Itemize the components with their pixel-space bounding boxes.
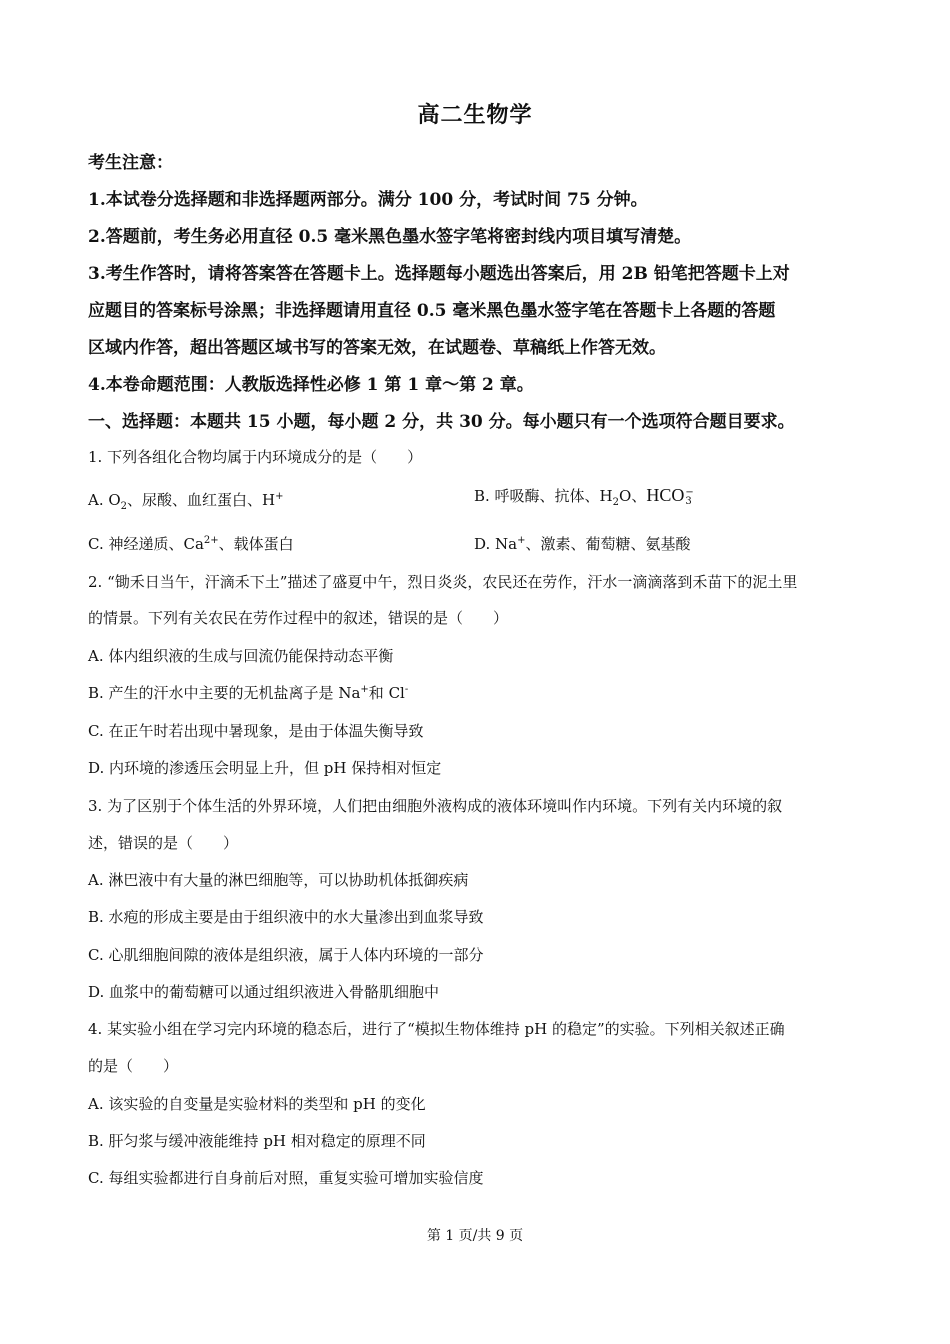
notice-item-2: 2.答题前，考生务必用直径 0.5 毫米黑色墨水签字笔将密封线内项目填写清楚。	[88, 227, 692, 247]
question-4-option-c: C. 每组实验都进行自身前后对照，重复实验可增加实验信度	[88, 1169, 484, 1187]
notice-item-3-cont2: 区域内作答，超出答题区域书写的答案无效，在试题卷、草稿纸上作答无效。	[88, 338, 666, 358]
question-3-option-d: D. 血浆中的葡萄糖可以通过组织液进入骨骼肌细胞中	[88, 983, 440, 1001]
question-3-option-b: B. 水疱的形成主要是由于组织液中的水大量渗出到血浆导致	[88, 908, 484, 926]
question-4-option-a: A. 该实验的自变量是实验材料的类型和 pH 的变化	[88, 1095, 426, 1113]
question-3-option-a: A. 淋巴液中有大量的淋巴细胞等，可以协助机体抵御疾病	[88, 871, 469, 889]
question-1-option-c: C. 神经递质、$Ca^{2+}$、载体蛋白	[88, 535, 294, 553]
notice-item-3: 3.考生作答时，请将答案答在答题卡上。选择题每小题选出答案后，用 2B 铅笔把答题卡上对	[88, 264, 790, 284]
question-2-stem: 2. “锄禾日当午，汗滴禾下土”描述了盛夏中午，烈日炎炎，农民还在劳作，汗水一滴滴落到禾苗下的泥土里	[88, 573, 798, 591]
question-2-option-a: A. 体内组织液的生成与回流仍能保持动态平衡	[88, 647, 394, 665]
notice-item-4: 4.本卷命题范围：人教版选择性必修 1 第 1 章～第 2 章。	[88, 375, 534, 395]
question-4-option-b: B. 肝匀浆与缓冲液能维持 pH 相对稳定的原理不同	[88, 1132, 426, 1150]
page-footer: 第 1 页/共 9 页	[426, 1228, 524, 1244]
question-2-option-d: D. 内环境的渗透压会明显上升，但 pH 保持相对恒定	[88, 759, 442, 777]
question-4-stem-cont: 的是（ ）	[88, 1057, 179, 1075]
question-3-stem-cont: 述，错误的是（ ）	[88, 834, 239, 852]
section-heading: 一、选择题：本题共 15 小题，每小题 2 分，共 30 分。每小题只有一个选项符合题目要求。	[88, 412, 795, 432]
question-1-option-b: B. 呼吸酶、抗体、$H_2O$、HCO − 3	[474, 485, 694, 508]
notice-item-3-cont: 应题目的答案标号涂黑；非选择题请用直径 0.5 毫米黑色墨水签字笔在答题卡上各题的答题	[88, 301, 776, 321]
question-1-option-d: D. Na+、激素、葡萄糖、氨基酸	[474, 535, 691, 553]
notice-item-1: 1.本试卷分选择题和非选择题两部分。满分 100 分，考试时间 75 分钟。	[88, 190, 648, 210]
question-4-stem: 4. 某实验小组在学习完内环境的稳态后，进行了“模拟生物体维持 pH 的稳定”的实验。下列相关叙述正确	[88, 1020, 785, 1038]
question-2-stem-cont: 的情景。下列有关农民在劳作过程中的叙述，错误的是（ ）	[88, 609, 509, 627]
question-3-option-c: C. 心肌细胞间隙的液体是组织液，属于人体内环境的一部分	[88, 946, 484, 964]
question-1-option-a: A. $O_2$、尿酸、血红蛋白、H+	[88, 491, 284, 512]
question-1-stem: 1. 下列各组化合物均属于内环境成分的是（ ）	[88, 448, 423, 466]
question-2-option-b: B. 产生的汗水中主要的无机盐离子是 Na+和 Cl-	[88, 684, 409, 702]
notice-heading: 考生注意：	[88, 153, 173, 173]
question-2-option-c: C. 在正午时若出现中暑现象，是由于体温失衡导致	[88, 722, 424, 740]
question-3-stem: 3. 为了区别于个体生活的外界环境，人们把由细胞外液构成的液体环境叫作内环境。下列有关内环境的叙	[88, 797, 783, 815]
page-title: 高二生物学	[417, 102, 533, 128]
